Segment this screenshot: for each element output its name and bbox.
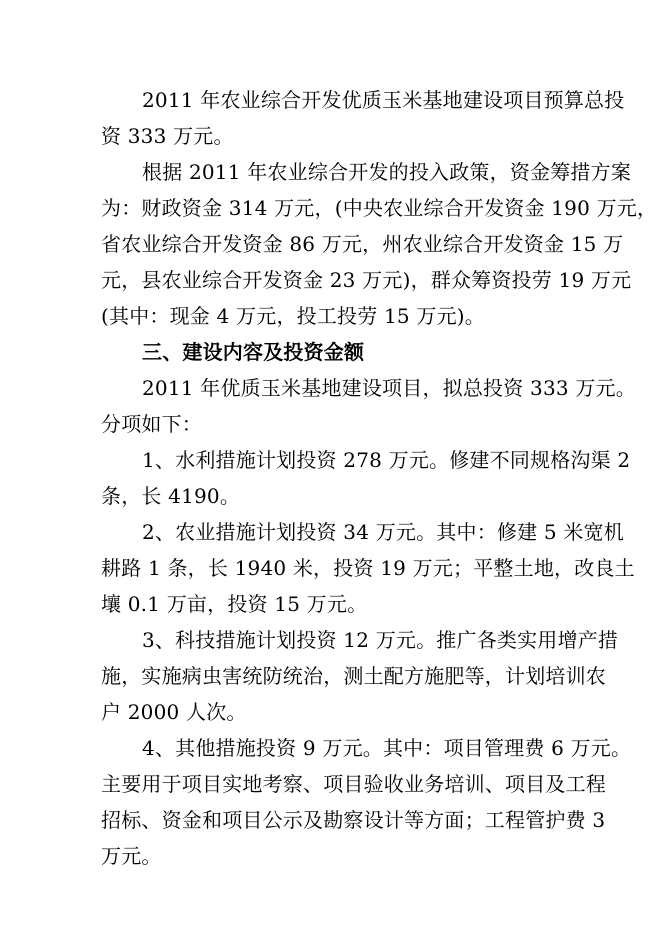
paragraph-1-line-2: 资 333 万元。 [101, 124, 234, 148]
item-1-line-2: 条，长 4190。 [101, 484, 241, 508]
paragraph-2-line-3: 省农业综合开发资金 86 万元，州农业综合开发资金 15 万 [101, 232, 624, 256]
item-2-line-1: 2、农业措施计划投资 34 万元。其中：修建 5 米宽机 [142, 520, 624, 544]
item-2-line-3: 壤 0.1 万亩，投资 15 万元。 [101, 592, 368, 616]
item-4-line-1: 4、其他措施投资 9 万元。其中：项目管理费 6 万元。 [142, 736, 632, 760]
paragraph-2-line-2: 为：财政资金 314 万元，(中央农业综合开发资金 190 万元， [101, 196, 658, 220]
item-4-line-2: 主要用于项目实地考察、项目验收业务培训、项目及工程 [101, 772, 606, 796]
item-4-line-4: 万元。 [101, 844, 162, 868]
paragraph-3-line-1: 2011 年优质玉米基地建设项目，拟总投资 333 万元。 [142, 376, 636, 400]
item-2-line-2: 耕路 1 条，长 1940 米，投资 19 万元；平整土地，改良土 [101, 556, 635, 580]
item-3-line-1: 3、科技措施计划投资 12 万元。推广各类实用增产措 [142, 628, 619, 652]
paragraph-1-line-1: 2011 年农业综合开发优质玉米基地建设项目预算总投 [142, 88, 625, 112]
item-3-line-2: 施，实施病虫害统防统治，测土配方施肥等，计划培训农 [101, 664, 606, 688]
section-heading: 三、建设内容及投资金额 [142, 340, 365, 364]
paragraph-2-line-4: 元，县农业综合开发资金 23 万元)，群众筹资投劳 19 万元 [101, 268, 632, 292]
item-4-line-3: 招标、资金和项目公示及勘察设计等方面；工程管护费 3 [101, 808, 606, 832]
paragraph-2-line-1: 根据 2011 年农业综合开发的投入政策，资金筹措方案 [142, 160, 632, 184]
paragraph-2-line-5: (其中：现金 4 万元，投工投劳 15 万元)。 [101, 304, 486, 328]
paragraph-3-line-2: 分项如下： [101, 412, 202, 436]
item-3-line-3: 户 2000 人次。 [101, 700, 247, 724]
item-1-line-1: 1、水利措施计划投资 278 万元。修建不同规格沟渠 2 [142, 448, 631, 472]
